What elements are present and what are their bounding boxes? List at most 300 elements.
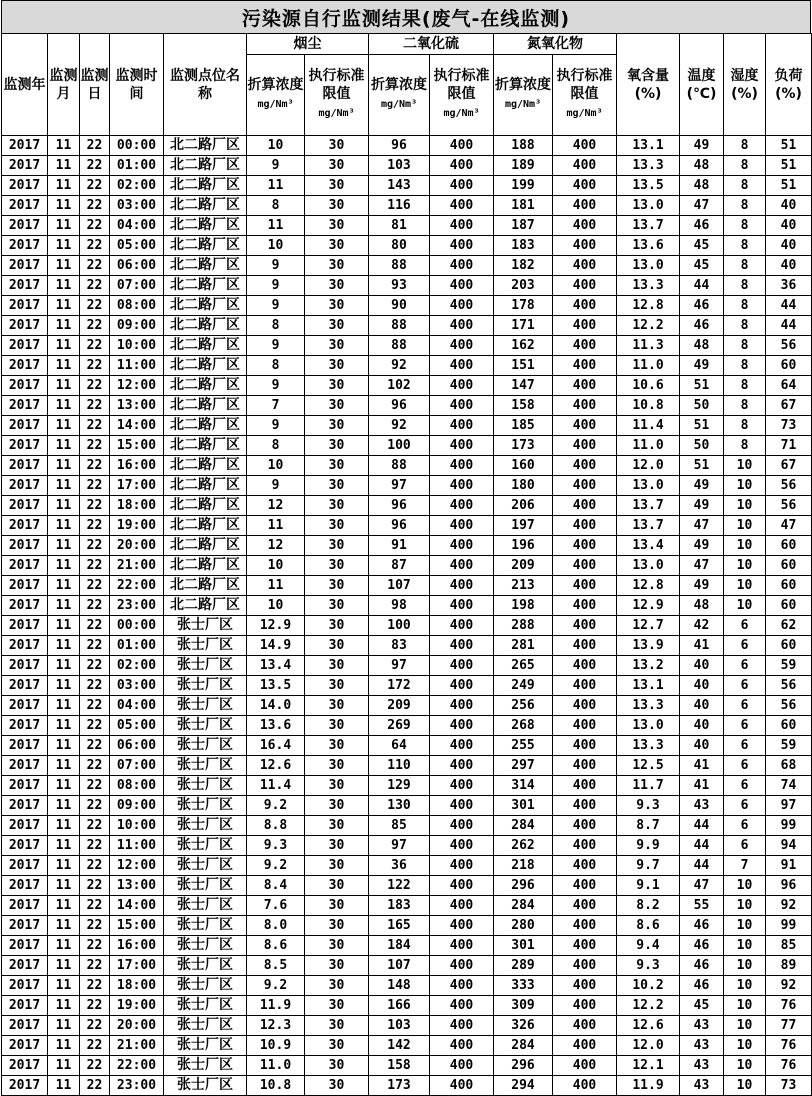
cell-humidity: 6 xyxy=(724,796,766,816)
cell-smoke-limit: 30 xyxy=(305,656,369,676)
cell-temperature: 40 xyxy=(680,676,724,696)
cell-nox-limit: 400 xyxy=(553,516,617,536)
cell-nox-limit: 400 xyxy=(553,496,617,516)
cell-nox-conc: 218 xyxy=(494,856,553,876)
cell-nox-conc: 284 xyxy=(494,1036,553,1056)
cell-day: 22 xyxy=(80,616,110,636)
header-unit: mg/Nm³ xyxy=(380,99,418,110)
cell-smoke-conc: 9 xyxy=(247,296,305,316)
cell-smoke-conc: 8.8 xyxy=(247,816,305,836)
cell-temperature: 47 xyxy=(680,196,724,216)
cell-oxygen: 12.2 xyxy=(617,316,680,336)
cell-year: 2017 xyxy=(2,716,48,736)
cell-nox-limit: 400 xyxy=(553,656,617,676)
cell-humidity: 10 xyxy=(724,916,766,936)
cell-day: 22 xyxy=(80,756,110,776)
cell-humidity: 10 xyxy=(724,976,766,996)
cell-so2-limit: 400 xyxy=(430,1076,494,1096)
cell-nox-limit: 400 xyxy=(553,956,617,976)
cell-month: 11 xyxy=(48,536,80,556)
cell-so2-limit: 400 xyxy=(430,1016,494,1036)
cell-time: 08:00 xyxy=(110,296,164,316)
cell-site: 张士厂区 xyxy=(164,736,247,756)
cell-smoke-limit: 30 xyxy=(305,236,369,256)
cell-nox-conc: 262 xyxy=(494,836,553,856)
cell-smoke-conc: 8 xyxy=(247,356,305,376)
cell-smoke-limit: 30 xyxy=(305,696,369,716)
cell-load: 64 xyxy=(766,376,812,396)
table-row xyxy=(2,556,812,576)
cell-smoke-conc: 7.6 xyxy=(247,896,305,916)
cell-oxygen: 11.0 xyxy=(617,356,680,376)
cell-nox-conc: 296 xyxy=(494,876,553,896)
header-smoke-conc xyxy=(247,55,305,136)
cell-so2-conc: 97 xyxy=(369,476,430,496)
cell-smoke-limit: 30 xyxy=(305,1076,369,1096)
cell-humidity: 7 xyxy=(724,856,766,876)
cell-load: 89 xyxy=(766,956,812,976)
cell-site: 张士厂区 xyxy=(164,1076,247,1096)
cell-time: 11:00 xyxy=(110,836,164,856)
cell-site: 张士厂区 xyxy=(164,656,247,676)
cell-temperature: 40 xyxy=(680,696,724,716)
cell-temperature: 51 xyxy=(680,376,724,396)
cell-so2-conc: 80 xyxy=(369,236,430,256)
header-conc-label: 折算浓度 xyxy=(371,77,427,93)
cell-time: 13:00 xyxy=(110,396,164,416)
cell-load: 51 xyxy=(766,136,812,156)
cell-oxygen: 12.5 xyxy=(617,756,680,776)
cell-year: 2017 xyxy=(2,476,48,496)
cell-load: 56 xyxy=(766,676,812,696)
cell-so2-conc: 183 xyxy=(369,896,430,916)
cell-nox-limit: 400 xyxy=(553,176,617,196)
cell-smoke-conc: 11.9 xyxy=(247,996,305,1016)
cell-oxygen: 9.7 xyxy=(617,856,680,876)
cell-humidity: 8 xyxy=(724,296,766,316)
cell-year: 2017 xyxy=(2,616,48,636)
cell-year: 2017 xyxy=(2,996,48,1016)
cell-so2-conc: 103 xyxy=(369,1016,430,1036)
cell-time: 12:00 xyxy=(110,856,164,876)
cell-nox-conc: 160 xyxy=(494,456,553,476)
cell-site: 张士厂区 xyxy=(164,816,247,836)
cell-temperature: 40 xyxy=(680,656,724,676)
cell-time: 09:00 xyxy=(110,796,164,816)
cell-year: 2017 xyxy=(2,796,48,816)
cell-time: 07:00 xyxy=(110,276,164,296)
cell-site: 张士厂区 xyxy=(164,676,247,696)
cell-site: 北二路厂区 xyxy=(164,196,247,216)
table-row xyxy=(2,856,812,876)
cell-so2-limit: 400 xyxy=(430,1056,494,1076)
cell-so2-limit: 400 xyxy=(430,356,494,376)
table-row xyxy=(2,976,812,996)
cell-nox-limit: 400 xyxy=(553,136,617,156)
cell-humidity: 8 xyxy=(724,236,766,256)
cell-smoke-limit: 30 xyxy=(305,316,369,336)
cell-smoke-conc: 8.5 xyxy=(247,956,305,976)
cell-smoke-limit: 30 xyxy=(305,636,369,656)
cell-year: 2017 xyxy=(2,236,48,256)
table-row xyxy=(2,196,812,216)
cell-temperature: 42 xyxy=(680,616,724,636)
cell-so2-conc: 130 xyxy=(369,796,430,816)
cell-smoke-limit: 30 xyxy=(305,416,369,436)
cell-nox-conc: 183 xyxy=(494,236,553,256)
cell-smoke-conc: 10 xyxy=(247,556,305,576)
cell-temperature: 49 xyxy=(680,536,724,556)
cell-so2-limit: 400 xyxy=(430,536,494,556)
cell-so2-limit: 400 xyxy=(430,856,494,876)
cell-year: 2017 xyxy=(2,596,48,616)
table-row xyxy=(2,696,812,716)
cell-nox-conc: 268 xyxy=(494,716,553,736)
cell-day: 22 xyxy=(80,556,110,576)
cell-humidity: 6 xyxy=(724,636,766,656)
cell-load: 76 xyxy=(766,1036,812,1056)
cell-year: 2017 xyxy=(2,136,48,156)
cell-nox-conc: 249 xyxy=(494,676,553,696)
cell-oxygen: 8.7 xyxy=(617,816,680,836)
cell-nox-conc: 185 xyxy=(494,416,553,436)
cell-nox-conc: 147 xyxy=(494,376,553,396)
report-title: 污染源自行监测结果(废气-在线监测) xyxy=(1,0,811,33)
cell-time: 17:00 xyxy=(110,476,164,496)
cell-humidity: 8 xyxy=(724,356,766,376)
cell-load: 77 xyxy=(766,1016,812,1036)
cell-humidity: 10 xyxy=(724,596,766,616)
cell-load: 62 xyxy=(766,616,812,636)
cell-temperature: 40 xyxy=(680,716,724,736)
cell-nox-limit: 400 xyxy=(553,816,617,836)
cell-year: 2017 xyxy=(2,896,48,916)
cell-nox-limit: 400 xyxy=(553,736,617,756)
cell-year: 2017 xyxy=(2,556,48,576)
cell-so2-limit: 400 xyxy=(430,336,494,356)
cell-year: 2017 xyxy=(2,496,48,516)
cell-humidity: 6 xyxy=(724,676,766,696)
table-row xyxy=(2,136,812,156)
cell-time: 01:00 xyxy=(110,156,164,176)
cell-so2-limit: 400 xyxy=(430,656,494,676)
header-unit: mg/Nm³ xyxy=(257,99,294,110)
table-row xyxy=(2,656,812,676)
header-conc-label: 折算浓度 xyxy=(495,77,551,93)
cell-smoke-limit: 30 xyxy=(305,876,369,896)
cell-time: 16:00 xyxy=(110,456,164,476)
cell-so2-limit: 400 xyxy=(430,416,494,436)
cell-smoke-limit: 30 xyxy=(305,336,369,356)
table-row xyxy=(2,236,812,256)
cell-site: 张士厂区 xyxy=(164,976,247,996)
cell-nox-limit: 400 xyxy=(553,616,617,636)
cell-temperature: 50 xyxy=(680,396,724,416)
header-unit: mg/Nm³ xyxy=(443,108,480,119)
cell-oxygen: 12.0 xyxy=(617,1036,680,1056)
cell-month: 11 xyxy=(48,916,80,936)
cell-day: 22 xyxy=(80,956,110,976)
table-row xyxy=(2,336,812,356)
cell-day: 22 xyxy=(80,1056,110,1076)
header-so2-limit xyxy=(430,55,494,136)
cell-time: 03:00 xyxy=(110,676,164,696)
table-row xyxy=(2,876,812,896)
cell-nox-conc: 288 xyxy=(494,616,553,636)
cell-oxygen: 13.0 xyxy=(617,556,680,576)
table-row xyxy=(2,296,812,316)
cell-temperature: 46 xyxy=(680,296,724,316)
cell-time: 04:00 xyxy=(110,216,164,236)
cell-month: 11 xyxy=(48,416,80,436)
cell-nox-conc: 187 xyxy=(494,216,553,236)
cell-humidity: 10 xyxy=(724,956,766,976)
cell-site: 张士厂区 xyxy=(164,836,247,856)
cell-load: 99 xyxy=(766,816,812,836)
cell-so2-conc: 92 xyxy=(369,416,430,436)
cell-so2-limit: 400 xyxy=(430,296,494,316)
cell-so2-limit: 400 xyxy=(430,196,494,216)
table-row xyxy=(2,916,812,936)
cell-year: 2017 xyxy=(2,396,48,416)
header-so2-conc xyxy=(369,55,430,136)
cell-smoke-limit: 30 xyxy=(305,716,369,736)
cell-nox-limit: 400 xyxy=(553,776,617,796)
cell-temperature: 47 xyxy=(680,556,724,576)
cell-year: 2017 xyxy=(2,736,48,756)
cell-year: 2017 xyxy=(2,436,48,456)
cell-humidity: 8 xyxy=(724,156,766,176)
cell-site: 北二路厂区 xyxy=(164,256,247,276)
cell-time: 02:00 xyxy=(110,656,164,676)
cell-so2-limit: 400 xyxy=(430,1036,494,1056)
cell-month: 11 xyxy=(48,336,80,356)
cell-year: 2017 xyxy=(2,936,48,956)
cell-smoke-limit: 30 xyxy=(305,156,369,176)
table-row xyxy=(2,436,812,456)
cell-so2-limit: 400 xyxy=(430,456,494,476)
cell-smoke-limit: 30 xyxy=(305,176,369,196)
cell-humidity: 6 xyxy=(724,836,766,856)
cell-humidity: 10 xyxy=(724,876,766,896)
table-row xyxy=(2,256,812,276)
cell-nox-limit: 400 xyxy=(553,996,617,1016)
cell-so2-conc: 88 xyxy=(369,256,430,276)
cell-day: 22 xyxy=(80,836,110,856)
cell-so2-conc: 110 xyxy=(369,756,430,776)
cell-humidity: 8 xyxy=(724,176,766,196)
cell-load: 59 xyxy=(766,656,812,676)
cell-month: 11 xyxy=(48,856,80,876)
cell-so2-conc: 88 xyxy=(369,316,430,336)
cell-time: 15:00 xyxy=(110,436,164,456)
cell-day: 22 xyxy=(80,816,110,836)
cell-day: 22 xyxy=(80,996,110,1016)
cell-day: 22 xyxy=(80,536,110,556)
cell-time: 00:00 xyxy=(110,616,164,636)
cell-nox-limit: 400 xyxy=(553,756,617,776)
cell-year: 2017 xyxy=(2,696,48,716)
table-row xyxy=(2,316,812,336)
cell-day: 22 xyxy=(80,976,110,996)
cell-so2-limit: 400 xyxy=(430,236,494,256)
cell-load: 92 xyxy=(766,896,812,916)
cell-nox-limit: 400 xyxy=(553,936,617,956)
cell-so2-limit: 400 xyxy=(430,496,494,516)
cell-month: 11 xyxy=(48,356,80,376)
cell-time: 09:00 xyxy=(110,316,164,336)
cell-temperature: 44 xyxy=(680,856,724,876)
cell-oxygen: 11.3 xyxy=(617,336,680,356)
cell-day: 22 xyxy=(80,156,110,176)
cell-smoke-limit: 30 xyxy=(305,256,369,276)
cell-day: 22 xyxy=(80,216,110,236)
cell-site: 北二路厂区 xyxy=(164,236,247,256)
cell-smoke-conc: 9.2 xyxy=(247,976,305,996)
cell-smoke-limit: 30 xyxy=(305,816,369,836)
cell-time: 10:00 xyxy=(110,336,164,356)
table-row xyxy=(2,616,812,636)
cell-oxygen: 10.8 xyxy=(617,396,680,416)
cell-oxygen: 13.5 xyxy=(617,176,680,196)
cell-month: 11 xyxy=(48,296,80,316)
cell-nox-conc: 256 xyxy=(494,696,553,716)
cell-time: 21:00 xyxy=(110,1036,164,1056)
cell-so2-conc: 96 xyxy=(369,136,430,156)
cell-month: 11 xyxy=(48,976,80,996)
cell-year: 2017 xyxy=(2,1016,48,1036)
cell-humidity: 10 xyxy=(724,1076,766,1096)
cell-site: 张士厂区 xyxy=(164,796,247,816)
cell-smoke-conc: 9 xyxy=(247,276,305,296)
table-row xyxy=(2,516,812,536)
cell-smoke-conc: 10 xyxy=(247,136,305,156)
cell-nox-conc: 171 xyxy=(494,316,553,336)
cell-temperature: 47 xyxy=(680,516,724,536)
cell-time: 18:00 xyxy=(110,976,164,996)
table-row xyxy=(2,736,812,756)
cell-so2-conc: 36 xyxy=(369,856,430,876)
header-smoke-limit xyxy=(305,55,369,136)
cell-so2-limit: 400 xyxy=(430,976,494,996)
cell-smoke-conc: 9 xyxy=(247,476,305,496)
cell-site: 张士厂区 xyxy=(164,696,247,716)
cell-smoke-conc: 11.4 xyxy=(247,776,305,796)
cell-load: 60 xyxy=(766,716,812,736)
cell-month: 11 xyxy=(48,236,80,256)
cell-so2-conc: 116 xyxy=(369,196,430,216)
cell-load: 74 xyxy=(766,776,812,796)
cell-site: 北二路厂区 xyxy=(164,356,247,376)
cell-smoke-conc: 9.2 xyxy=(247,856,305,876)
cell-oxygen: 13.7 xyxy=(617,496,680,516)
cell-day: 22 xyxy=(80,136,110,156)
cell-month: 11 xyxy=(48,376,80,396)
cell-temperature: 43 xyxy=(680,796,724,816)
cell-smoke-limit: 30 xyxy=(305,136,369,156)
cell-load: 60 xyxy=(766,576,812,596)
cell-year: 2017 xyxy=(2,156,48,176)
cell-time: 19:00 xyxy=(110,996,164,1016)
cell-so2-conc: 93 xyxy=(369,276,430,296)
cell-time: 20:00 xyxy=(110,1016,164,1036)
cell-smoke-limit: 30 xyxy=(305,456,369,476)
cell-site: 北二路厂区 xyxy=(164,596,247,616)
cell-nox-conc: 213 xyxy=(494,576,553,596)
cell-smoke-conc: 11 xyxy=(247,216,305,236)
cell-smoke-conc: 12 xyxy=(247,536,305,556)
cell-humidity: 8 xyxy=(724,396,766,416)
cell-year: 2017 xyxy=(2,256,48,276)
cell-load: 91 xyxy=(766,856,812,876)
cell-humidity: 8 xyxy=(724,256,766,276)
cell-smoke-limit: 30 xyxy=(305,936,369,956)
cell-month: 11 xyxy=(48,176,80,196)
cell-oxygen: 9.4 xyxy=(617,936,680,956)
cell-time: 07:00 xyxy=(110,756,164,776)
cell-oxygen: 13.0 xyxy=(617,196,680,216)
cell-smoke-limit: 30 xyxy=(305,956,369,976)
cell-nox-conc: 162 xyxy=(494,336,553,356)
cell-so2-conc: 96 xyxy=(369,496,430,516)
cell-day: 22 xyxy=(80,676,110,696)
cell-oxygen: 13.3 xyxy=(617,276,680,296)
cell-nox-limit: 400 xyxy=(553,856,617,876)
header-conc-label: 折算浓度 xyxy=(247,77,304,93)
cell-site: 张士厂区 xyxy=(164,936,247,956)
cell-day: 22 xyxy=(80,416,110,436)
cell-so2-limit: 400 xyxy=(430,776,494,796)
cell-nox-conc: 198 xyxy=(494,596,553,616)
cell-year: 2017 xyxy=(2,376,48,396)
cell-month: 11 xyxy=(48,556,80,576)
cell-humidity: 6 xyxy=(724,616,766,636)
cell-nox-conc: 297 xyxy=(494,756,553,776)
cell-oxygen: 9.1 xyxy=(617,876,680,896)
cell-year: 2017 xyxy=(2,276,48,296)
cell-so2-limit: 400 xyxy=(430,396,494,416)
cell-time: 16:00 xyxy=(110,936,164,956)
cell-smoke-conc: 8.0 xyxy=(247,916,305,936)
table-row xyxy=(2,396,812,416)
table-row xyxy=(2,356,812,376)
cell-oxygen: 12.7 xyxy=(617,616,680,636)
cell-load: 85 xyxy=(766,936,812,956)
cell-smoke-limit: 30 xyxy=(305,676,369,696)
cell-month: 11 xyxy=(48,456,80,476)
cell-humidity: 8 xyxy=(724,336,766,356)
cell-so2-limit: 400 xyxy=(430,916,494,936)
cell-so2-conc: 64 xyxy=(369,736,430,756)
cell-time: 23:00 xyxy=(110,596,164,616)
cell-nox-limit: 400 xyxy=(553,696,617,716)
cell-so2-limit: 400 xyxy=(430,756,494,776)
cell-time: 05:00 xyxy=(110,716,164,736)
cell-month: 11 xyxy=(48,1036,80,1056)
cell-temperature: 48 xyxy=(680,156,724,176)
cell-so2-limit: 400 xyxy=(430,956,494,976)
cell-smoke-conc: 9 xyxy=(247,336,305,356)
cell-nox-limit: 400 xyxy=(553,336,617,356)
cell-humidity: 10 xyxy=(724,576,766,596)
cell-time: 02:00 xyxy=(110,176,164,196)
cell-so2-conc: 129 xyxy=(369,776,430,796)
cell-load: 40 xyxy=(766,256,812,276)
cell-load: 97 xyxy=(766,796,812,816)
cell-nox-limit: 400 xyxy=(553,836,617,856)
cell-site: 张士厂区 xyxy=(164,616,247,636)
cell-smoke-limit: 30 xyxy=(305,556,369,576)
